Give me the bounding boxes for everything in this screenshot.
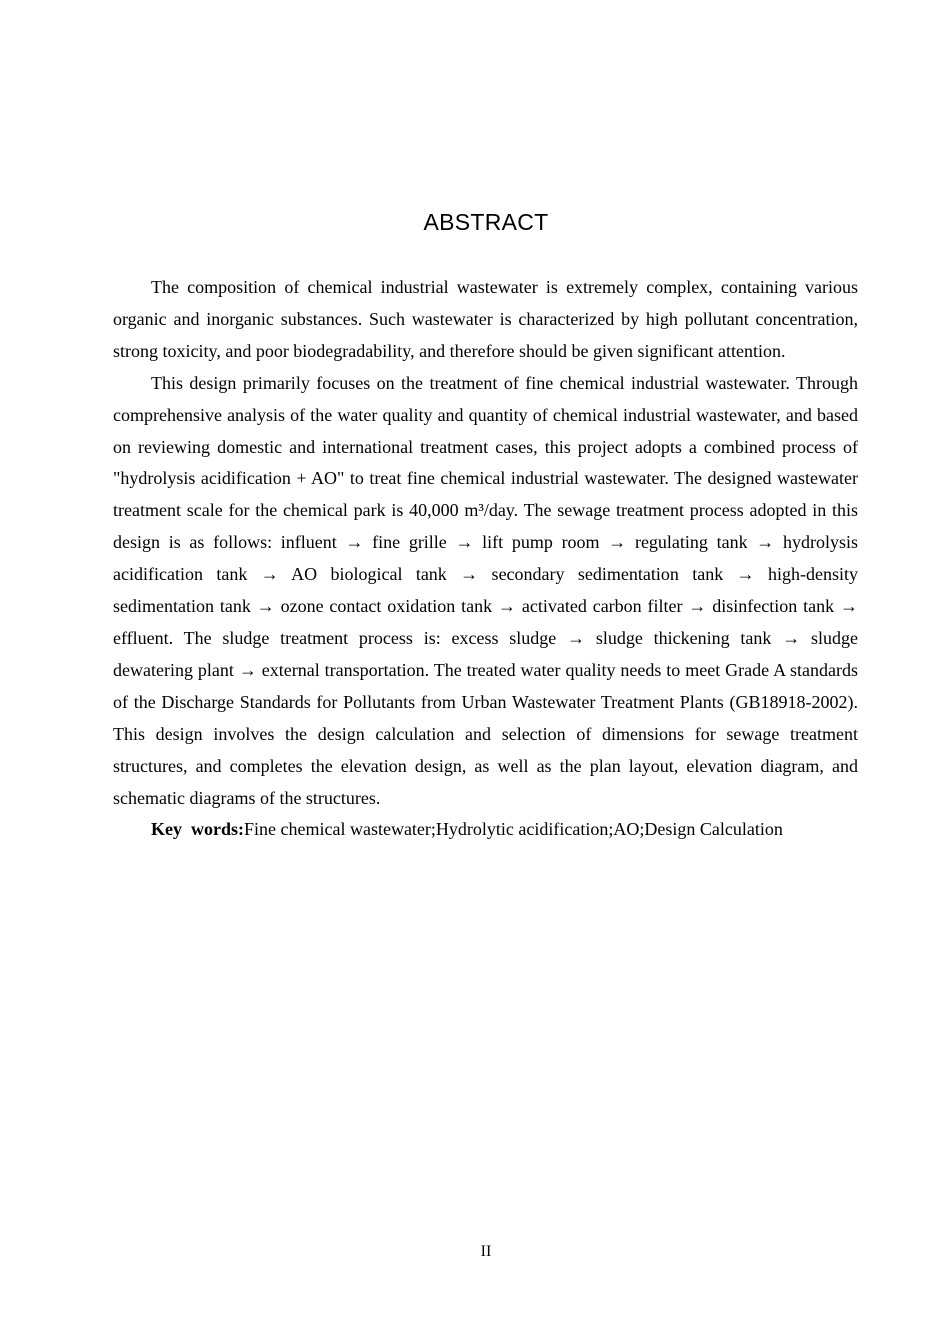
keywords-label: Key words: [151,819,244,840]
page-number: II [480,1243,492,1260]
abstract-paragraph-1: The composition of chemical industrial wastewater is extremely complex, containing various organic and inorganic substances. Such wastewater is characterized by high pollutant concentration, strong toxicity, and poor biodegradability, and therefore should be given significant attention. [113,277,858,361]
abstract-title: ABSTRACT [423,209,549,235]
abstract-body [113,272,858,846]
keywords-text: Fine chemical wastewater;Hydrolytic acidification;AO;Design Calculation [244,819,783,840]
abstract-paragraph-2: This design primarily focuses on the treatment of fine chemical industrial wastewater. Through comprehensive analysis of the water quality and quantity of chemical industrial wastewater, and based on reviewing domestic and international treatment cases, this project adopts a combined process of "hydrolysis acidification + AO" to treat fine chemical industrial wastewater. The designed wastewater treatment scale for the chemical park is 40,000 m³/day. The sewage treatment process adopted in this design is as follows: influent → fine grille → lift pump room → regulating tank → hydrolysis acidification tank → AO biological tank → secondary sedimentation tank → high-density sedimentation tank → ozone contact oxidation tank → activated carbon filter → disinfection tank → effluent. The sludge treatment process is: excess sludge → sludge thickening tank → sludge dewatering plant → external transportation. The treated water quality needs to meet Grade A standards of the Discharge Standards for Pollutants from Urban Wastewater Treatment Plants (GB18918-2002). This design involves the design calculation and selection of dimensions for sewage treatment structures, and completes the elevation design, as well as the plan layout, elevation diagram, and schematic diagrams of the structures. [113,372,858,808]
keywords-line [113,814,858,846]
